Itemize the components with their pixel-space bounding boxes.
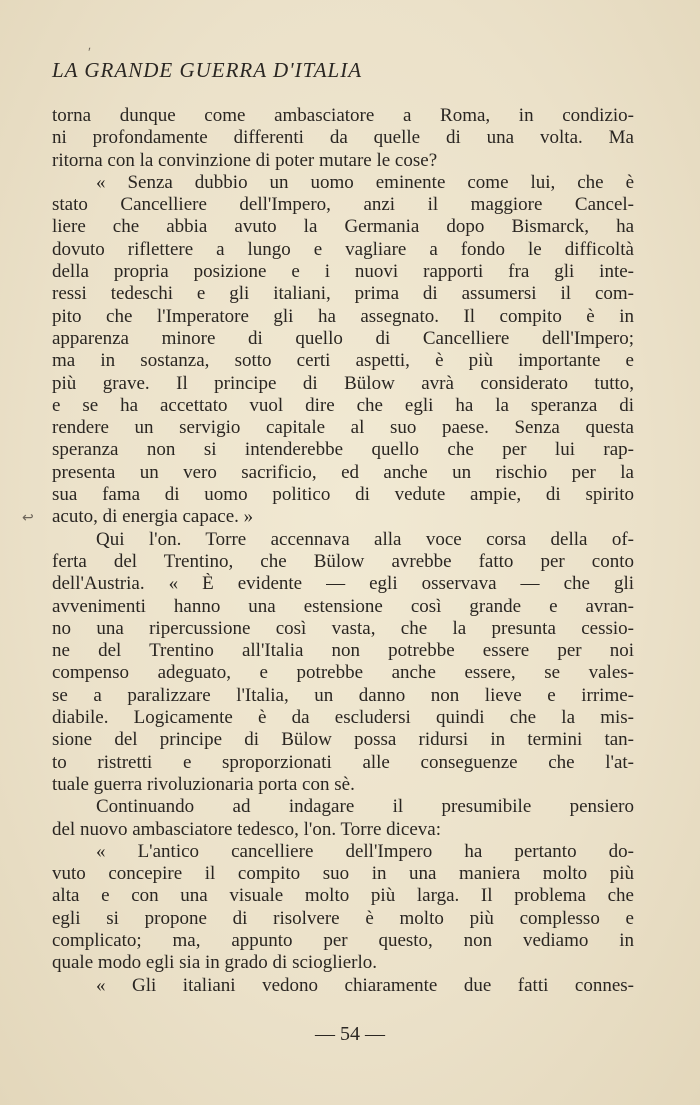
text-line: egli si propone di risolvere è molto più complesso e xyxy=(52,907,634,929)
text-line: ne del Trentino all'Italia non potrebbe essere per noi xyxy=(52,640,634,662)
text-line: del nuovo ambasciatore tedesco, l'on. Torre diceva: xyxy=(52,818,441,840)
text-line: ni profondamente differenti da quelle di una volta. Ma xyxy=(52,127,634,149)
text-line: dell'Austria. « È evidente — egli osservava — che gli xyxy=(52,573,634,595)
text-line: sua fama di uomo politico di vedute ampie, di spirito xyxy=(52,484,634,506)
text-line: rendere un servigio capitale al suo paese. Senza questa xyxy=(52,417,634,439)
text-line: speranza non si intenderebbe quello che per lui rap- xyxy=(52,439,634,461)
text-line: della propria posizione e i nuovi rapporti fra gli inte- xyxy=(52,261,634,283)
text-line: alta e con una visuale molto più larga. Il problema che xyxy=(52,885,634,907)
text-line: pito che l'Imperatore gli ha assegnato. Il compito è in xyxy=(52,305,634,327)
running-head: LA GRANDE GUERRA D'ITALIA xyxy=(52,58,363,82)
text-line: Qui l'on. Torre accennava alla voce corsa della of- xyxy=(96,528,634,550)
text-line: sione del principe di Bülow possa ridursi in termini tan- xyxy=(52,729,634,751)
margin-mark: ↩ xyxy=(22,511,34,526)
text-line: tuale guerra rivoluzionaria porta con sè. xyxy=(52,773,355,795)
text-line: stato Cancelliere dell'Impero, anzi il maggiore Cancel- xyxy=(52,194,634,216)
text-line: ma in sostanza, sotto certi aspetti, è più importante e xyxy=(52,350,634,372)
text-line: to ristretti e sproporzionati alle conseguenze che l'at- xyxy=(52,751,634,773)
text-line: « L'antico cancelliere dell'Impero ha pertanto do- xyxy=(96,840,634,862)
text-line: Continuando ad indagare il presumibile pensiero xyxy=(96,796,634,818)
text-line: avvenimenti hanno una estensione così grande e avran- xyxy=(52,595,634,617)
text-line: ritorna con la convinzione di poter mutare le cose? xyxy=(52,149,438,171)
text-line: vuto concepire il compito suo in una maniera molto più xyxy=(52,863,634,885)
text-line: diabile. Logicamente è da escludersi quindi che la mis- xyxy=(52,707,634,729)
text-line: « Senza dubbio un uomo eminente come lui, che è xyxy=(96,171,634,193)
text-line: se a paralizzare l'Italia, un danno non lieve e irrime- xyxy=(52,684,634,706)
text-line: acuto, di energia capace. » xyxy=(52,506,254,528)
text-line: quale modo egli sia in grado di scioglierlo. xyxy=(52,952,378,974)
text-line: ferta del Trentino, che Bülow avrebbe fatto per conto xyxy=(52,550,634,572)
text-line: e se ha accettato vuol dire che egli ha la speranza di xyxy=(52,394,634,416)
text-line: « Gli italiani vedono chiaramente due fatti connes- xyxy=(96,974,634,996)
text-line: presenta un vero sacrificio, ed anche un rischio per la xyxy=(52,461,634,483)
text-line: più grave. Il principe di Bülow avrà considerato tutto, xyxy=(52,372,634,394)
text-line: compenso adeguato, e potrebbe anche essere, se vales- xyxy=(52,662,634,684)
body-text xyxy=(52,105,634,997)
text-line: no una ripercussione così vasta, che la presunta cessio- xyxy=(52,617,634,639)
text-line: dovuto riflettere a lungo e vagliare a fondo le difficoltà xyxy=(52,238,634,260)
ink-speck: ʹ xyxy=(88,46,92,61)
text-line: ressi tedeschi e gli italiani, prima di assumersi il com- xyxy=(52,283,634,305)
page-number: — 54 — xyxy=(315,1023,385,1045)
text-line: torna dunque come ambasciatore a Roma, in condizio- xyxy=(52,105,634,126)
text-line: complicato; ma, appunto per questo, non vediamo in xyxy=(52,929,634,951)
text-line: apparenza minore di quello di Cancelliere dell'Impero; xyxy=(52,327,634,349)
text-line: liere che abbia avuto la Germania dopo Bismarck, ha xyxy=(52,216,634,238)
